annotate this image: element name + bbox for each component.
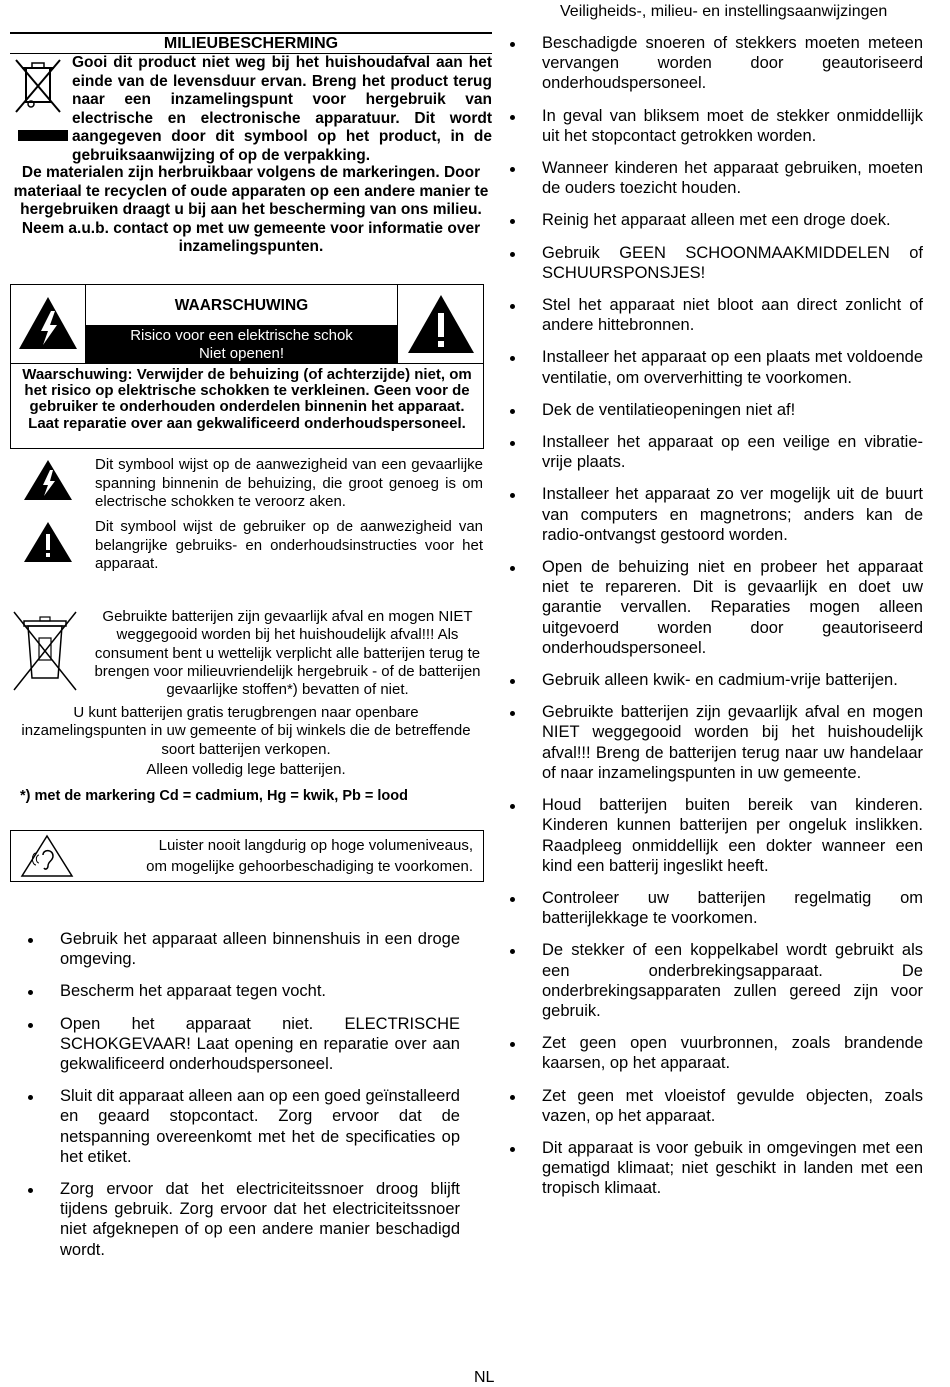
list-item (542, 670, 923, 690)
lightning-symbol-row (10, 456, 492, 516)
bullet-icon (510, 304, 515, 309)
bullet-icon (28, 1023, 33, 1028)
warning-right-cell (397, 285, 484, 363)
list-item-text: Zet geen met vloeistof gevulde objecten, zoals vazen, op het apparaat. (542, 1086, 923, 1125)
lightning-warning-icon (11, 285, 85, 363)
list-item (60, 1179, 460, 1260)
exclamation-icon (22, 520, 74, 564)
list-item-text: Reinig het apparaat alleen met een droge doek. (542, 211, 891, 230)
bullet-icon (28, 1188, 33, 1193)
bullet-icon (510, 1147, 515, 1152)
list-item-text: Open het apparaat niet. ELECTRISCHE SCHOKGEVAAR! Laat opening en reparatie over aan gekwalificeerd onderhoudspersoneel. (60, 1014, 460, 1074)
battery-footnote: *) met de markering Cd = cadmium, Hg = kwik, Pb = lood (20, 788, 408, 804)
list-item-text: Zet geen open vuurbronnen, zoals brandende kaarsen, op het apparaat. (542, 1034, 923, 1073)
list-item-text: Dit apparaat is voor gebuik in omgevingen met een gematigd klimaat; niet geschikt in landen met een tropisch klimaat. (542, 1138, 923, 1198)
list-item-text: Gebruikte batterijen zijn gevaarlijk afval en mogen NIET weggegooid worden bij het huishoudelijk afval!!! Breng de batterijen terug naar uw handelaar of naar inzamelingspunten in uw gemeente. (542, 703, 923, 782)
hearing-warning-box (10, 830, 484, 882)
bullet-icon (28, 1095, 33, 1100)
exclamation-symbol-row (10, 518, 492, 578)
bullet-icon (28, 990, 33, 995)
list-item-text: Gebruik alleen kwik- en cadmium-vrije batterijen. (542, 671, 898, 690)
list-item (542, 702, 923, 783)
warning-text: Waarschuwing: Verwijder de behuizing (of achterzijde) niet, om het risico op elektrische schokken te verkleinen. Geen voor de gebruiker te onderhouden onderdelen binnenin het apparaat. Laat reparatie over aan gekwalificeerd onderhoudspersoneel. (22, 366, 472, 432)
crossed-bin-icon (12, 54, 66, 120)
list-item (542, 1033, 923, 1073)
bullet-icon (510, 42, 515, 47)
warning-line-1: Risico voor een elektrische schok (130, 327, 353, 344)
battery-return-text: U kunt batterijen gratis terugbrengen naar openbare inzamelingspunten in uw gemeente of bij winkels die de betreffende soort batterijen verkopen. (21, 704, 471, 758)
list-item-text: In geval van bliksem moet de stekker onmiddellijk uit het stopcontact getrokken worden. (542, 106, 923, 145)
list-item (542, 888, 923, 928)
list-item (60, 1086, 460, 1167)
warning-black-band (86, 325, 397, 363)
bullet-icon (510, 356, 515, 361)
environment-body: Gooi dit product niet weg bij het huishoudafval aan het einde van de levensduur ervan. Breng het product terug naar een inzamelingspunt voor hergebruik van electrische en electronische apparatuur. Dit wordt aangegeven door dit symbool op het product, in de gebruiksaanwijzing of op de verpakking. (72, 54, 492, 164)
hearing-line-1: Luister nooit langdurig op hoge volumeniveaus, (158, 837, 473, 854)
page-header: Veiligheids-, milieu- en instellingsaanwijzingen (560, 3, 888, 20)
environment-title: MILIEUBESCHERMING (10, 32, 492, 54)
list-item (542, 484, 923, 545)
battery-empty-text: Alleen volledig lege batterijen. (146, 761, 346, 778)
bullet-icon (510, 493, 515, 498)
bullet-icon (510, 441, 515, 446)
lightning-symbol-text: Dit symbool wijst op de aanwezigheid van een gevaarlijke spanning binnenin de behuizing, die groot genoeg is om electrische schokken te veroorz aken. (95, 456, 483, 510)
list-item (542, 795, 923, 876)
hearing-damage-icon (19, 833, 75, 879)
list-item-text: Installeer het apparaat op een plaats met voldoende ventilatie, om oververhitting te voorkomen. (542, 348, 923, 387)
list-item-text: Beschadigde snoeren of stekkers moeten meteen vervangen worden door geautoriseerd onderhoudspersoneel. (542, 34, 923, 93)
black-bar-marker (18, 130, 68, 141)
list-item (542, 1138, 923, 1199)
list-item-text: Zorg ervoor dat het electriciteitssnoer droog blijft tijdens gebruik. Zorg ervoor dat het electriciteitssnoer niet afgeknepen of op een andere manier beschadigd wordt. (60, 1180, 460, 1259)
language-footer: NL (474, 1369, 495, 1386)
lightning-icon (22, 458, 74, 502)
list-item (542, 243, 923, 283)
list-item-text: Controleer uw batterijen regelmatig om batterijlekkage te voorkomen. (542, 888, 923, 928)
list-item-text: Bescherm het apparaat tegen vocht. (60, 982, 326, 1001)
list-item (542, 158, 923, 198)
bullet-icon (510, 115, 515, 120)
list-item (542, 1086, 923, 1126)
hearing-line-2: om mogelijke gehoorbeschadiging te voorkomen. (146, 858, 473, 875)
bullet-icon (510, 897, 515, 902)
list-item-text: Gebruik het apparaat alleen binnenshuis in een droge omgeving. (60, 930, 460, 969)
list-item-text: Installeer het apparaat zo ver mogelijk uit de buurt van computers en magnetrons; anders kan de radio-ontvangst gestoord worden. (542, 485, 923, 544)
right-safety-list (542, 33, 923, 1211)
list-item-text: Wanneer kinderen het apparaat gebruiken, moeten de ouders toezicht houden. (542, 159, 923, 198)
exclamation-warning-icon (398, 285, 484, 363)
bullet-icon (28, 938, 33, 943)
bullet-icon (510, 679, 515, 684)
bullet-icon (510, 949, 515, 954)
warning-box (10, 284, 484, 449)
list-item-text: Sluit dit apparaat alleen aan op een goed geïnstalleerd en geaard stopcontact. Zorg ervoor dat de netspanning overeenkomt met het de specificaties op het etiket. (60, 1087, 460, 1166)
list-item-text: Open de behuizing niet en probeer het apparaat niet te repareren. Dit is gevaarlijk en doet uw garantie vervallen. Reparaties mogen alleen uitgevoerd worden door geautoriseerd onderhoudspersoneel. (542, 558, 923, 657)
list-item (542, 557, 923, 658)
list-item (542, 106, 923, 146)
bullet-icon (510, 1042, 515, 1047)
list-item-text: Houd batterijen buiten bereik van kinderen. Kinderen kunnen batterijen per ongeluk inslikken. Raadpleeg onmiddellijk een dokter wanneer een kind een batterij ingeslikt heeft. (542, 796, 923, 875)
bullet-icon (510, 252, 515, 257)
bullet-icon (510, 1095, 515, 1100)
list-item (542, 210, 923, 230)
warning-line-2: Niet openen! (198, 345, 285, 362)
list-item-text: Stel het apparaat niet bloot aan direct zonlicht of andere hittebronnen. (542, 296, 923, 335)
bullet-icon (510, 219, 515, 224)
warning-left-cell (11, 285, 86, 363)
list-item (60, 929, 460, 969)
list-item (542, 432, 923, 472)
bullet-icon (510, 566, 515, 571)
left-safety-list (60, 929, 460, 1272)
bullet-icon (510, 409, 515, 414)
list-item (542, 347, 923, 387)
list-item (542, 400, 923, 420)
battery-text: Gebruikte batterijen zijn gevaarlijk afval en mogen NIET weggegooid worden bij het huishoudelijk afval!!! Als consument bent u wettelijk verplicht alle batterijen terug te brengen voor milieuvriendelijk hergebruik - of de batterijen gevaarlijke stoffen*) bevatten of niet. (94, 608, 481, 699)
environment-section (10, 32, 492, 255)
list-item (542, 33, 923, 94)
list-item (542, 295, 923, 335)
bullet-icon (510, 711, 515, 716)
exclamation-symbol-text: Dit symbool wijst de gebruiker op de aanwezigheid van belangrijke gebruiks- en onderhoudsinstructies voor het apparaat. (95, 518, 483, 572)
bullet-icon (510, 804, 515, 809)
list-item-text: Gebruik GEEN SCHOONMAAKMIDDELEN of SCHUURSPONSJES! (542, 243, 923, 282)
crossed-battery-bin-icon (10, 608, 80, 694)
list-item-text: De stekker of een koppelkabel wordt gebruikt als een onderbrekingsapparaat. De onderbrekingsapparaten zullen gereed zijn voor gebruik. (542, 941, 923, 1020)
environment-recycling-text: De materialen zijn herbruikbaar volgens de markeringen. Door materiaal te recyclen of oude apparaten op een andere manier te hergebruiken draagt u bij aan het bescherming van ons milieu. Neem a.u.b. contact op met uw gemeente voor informatie over inzamelingspunten. (13, 164, 489, 255)
list-item (60, 981, 460, 1001)
list-item (542, 940, 923, 1021)
list-item-text: Installeer het apparaat op een veilige en vibratie-vrije plaats. (542, 433, 923, 472)
hearing-text (111, 835, 473, 877)
bullet-icon (510, 167, 515, 172)
list-item (60, 1014, 460, 1075)
warning-title: WAARSCHUWING (174, 297, 309, 314)
list-item-text: Dek de ventilatieopeningen niet af! (542, 400, 796, 419)
